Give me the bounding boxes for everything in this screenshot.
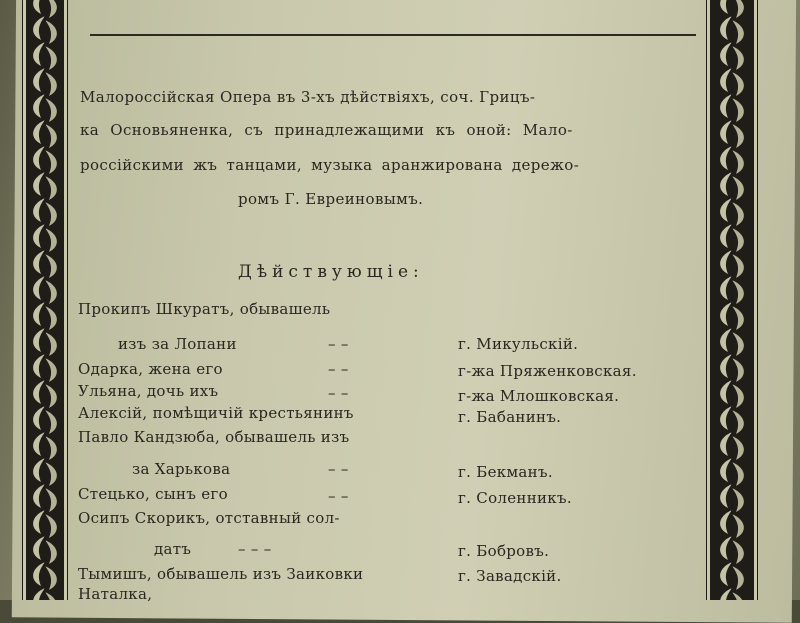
cast-dashes: – – bbox=[328, 384, 349, 402]
cast-dashes: – – bbox=[328, 460, 349, 478]
right-ornamental-border bbox=[706, 0, 758, 600]
cast-actor: г-жа Пряженковская. bbox=[458, 362, 637, 380]
cast-role: изъ за Лопани bbox=[118, 335, 237, 353]
cast-actor: г. Бабанинъ. bbox=[458, 408, 562, 426]
left-ornamental-border bbox=[22, 0, 68, 600]
cast-dashes: – – – bbox=[238, 540, 272, 558]
page-text bbox=[70, 0, 706, 603]
cast-dashes: – – bbox=[328, 487, 349, 505]
cast-role: Стецько, сынъ его bbox=[78, 485, 228, 503]
description-line-4: ромъ Г. Евреиновымъ. bbox=[238, 190, 424, 208]
cast-role: Тымишъ, обывашель изъ Заиковки bbox=[78, 565, 364, 583]
description-line-1: Малороссійская Опера въ 3-хъ дѣйствіяхъ, соч. Грицъ- bbox=[80, 88, 536, 106]
cast-role: Ульяна, дочь ихъ bbox=[78, 382, 219, 400]
cast-role: Павло Кандзюба, обывашель изъ bbox=[78, 428, 350, 446]
cast-actor: г. Бекманъ. bbox=[458, 463, 553, 481]
cast-actor: г. Соленникъ. bbox=[458, 489, 572, 507]
description-line-2: ка Основьяненка, съ принадлежащими къ оной: Мало- bbox=[80, 121, 573, 139]
description-line-3: россійскими жъ танцами, музыка аранжирована дережо- bbox=[80, 156, 580, 174]
cast-role: Осипъ Скорикъ, отставный сол- bbox=[78, 509, 340, 527]
cast-role: датъ bbox=[154, 540, 192, 558]
cast-actor: г. Бобровъ. bbox=[458, 542, 550, 560]
cast-role: за Харькова bbox=[132, 460, 231, 478]
cast-role: Алексій, помѣщичій крестьянинъ bbox=[78, 404, 354, 422]
cast-actor: г. Микульскій. bbox=[458, 335, 579, 353]
top-rule bbox=[90, 34, 696, 36]
cast-heading: Дѣйствующіе: bbox=[238, 262, 424, 282]
cast-dashes: – – bbox=[328, 335, 349, 353]
cast-role: Прокипъ Шкуратъ, обывашель bbox=[78, 300, 331, 318]
cast-role: Одарка, жена его bbox=[78, 360, 223, 378]
cast-actor: г-жа Млошковская. bbox=[458, 387, 620, 405]
cast-actor: г. Завадскій. bbox=[458, 567, 562, 585]
cast-role: Наталка, bbox=[78, 585, 153, 603]
cast-dashes: – – bbox=[328, 360, 349, 378]
